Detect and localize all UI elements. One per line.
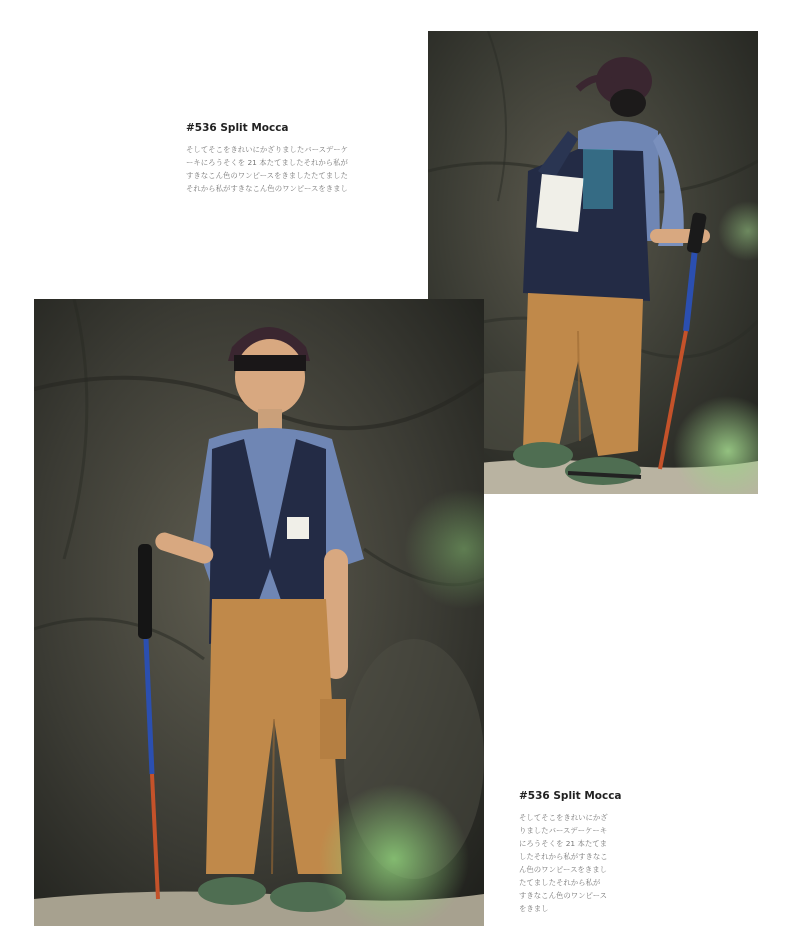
product-description-bottom: そしてそこをきれいにかざ りましたバースデーケーキ にろうそくを 21 本たてま したそれから私がすきなこ ん色のワンピースをきまし たてましたそれから私が すきなこん色のワンピース をきまし (519, 813, 608, 913)
product-title-top: #536 Split Mocca (186, 122, 289, 134)
photo-front-view-illustration (34, 299, 484, 926)
product-title-bottom: #536 Split Mocca (519, 790, 622, 802)
product-photo-front-view (34, 299, 484, 926)
product-caption-bottom (519, 790, 629, 915)
product-caption-top (186, 122, 396, 195)
product-description-top: そしてそこをきれいにかざりましたバースデーケ ーキにろうそくを 21 本たてましたそれから私が すきなこん色のワンピースをきましたたてました それから私がすきなこん色のワンピースをきまし (186, 145, 349, 193)
